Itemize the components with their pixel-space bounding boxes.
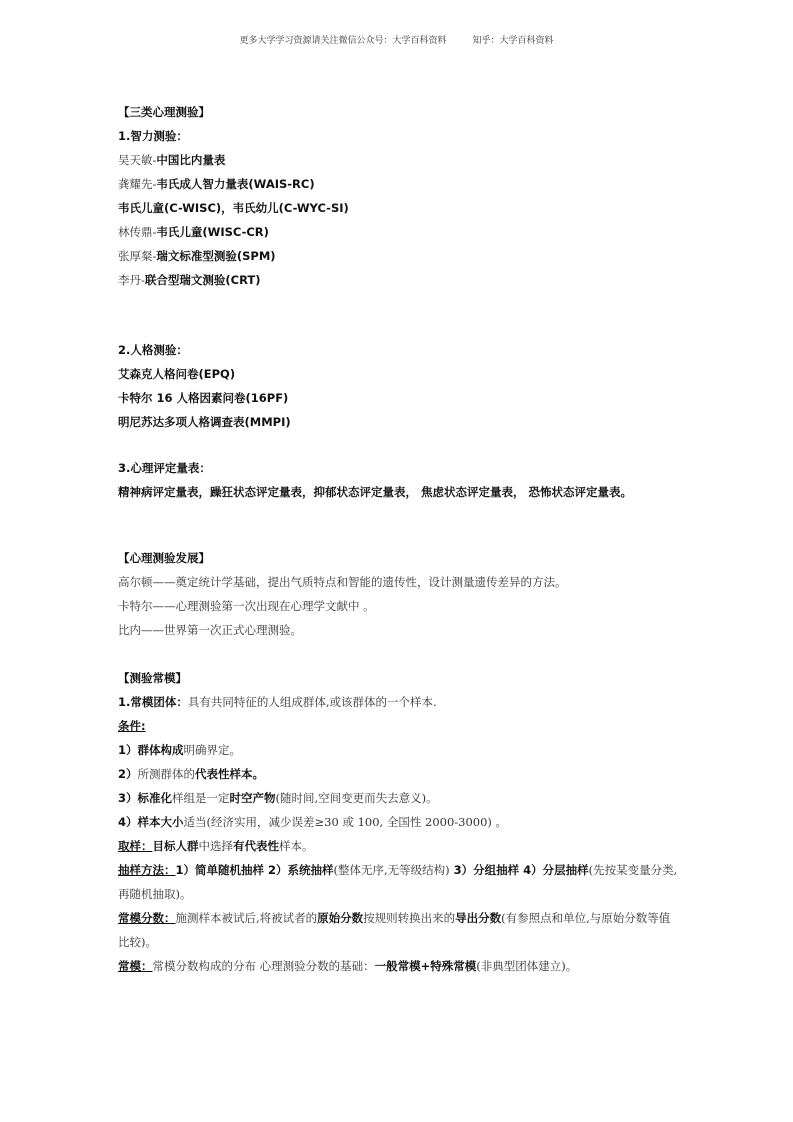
text: (随时间,空间变更而失去意义)。 [275,791,438,805]
item-number: 2） [118,767,138,781]
text: (先按某变量分类,再随机抽取)。 [118,863,678,901]
subheading-personality: 2.人格测验： [118,343,188,357]
text: 样组是一定 [172,791,230,805]
author: 李丹- [118,273,145,287]
term: 原始分数 [317,911,364,925]
paragraph [118,906,678,954]
list-item: 艾森克人格问卷(EPQ) [118,367,236,381]
list-item [118,244,678,268]
text: 常模分数构成的分布 心理测验分数的基础： [152,959,375,973]
list-item: 韦氏儿童(C-WISC)，韦氏幼儿(C-WYC-SI) [118,201,349,215]
text: (有参照点和单位,与原始分数等值比较)。 [118,911,671,949]
list-item: 明尼苏达多项人格调查表(MMPI) [118,415,291,429]
text: 所测群体的 [137,767,196,781]
list-item [118,268,678,292]
subheading-rating-scales: 3.心理评定量表： [118,461,211,475]
term: 有代表性 [233,839,279,853]
author: 林传鼎- [118,225,157,239]
text: 明确界定。 [183,743,242,757]
paragraph: 高尔顿——奠定统计学基础，提出气质特点和智能的遗传性，设计测量遗传差异的方法。 [118,575,567,589]
header-right-text: 知乎：大学百科资料 [472,36,554,46]
list-item: 精神病评定量表，躁狂状态评定量表，抑郁状态评定量表， 焦虑状态评定量表， 恐怖状态评定量表。 [118,485,633,499]
term: 一般常模+特殊常模 [374,959,477,973]
text: 适当(经济实用，减少误差≥30 或 100, 全国性 2000-3000) 。 [183,815,508,829]
text: 中选择 [198,839,233,853]
term: 取样： [118,839,153,853]
header-left-text: 更多大学学习资源请关注微信公众号：大学百科资料 [239,36,447,46]
section-title-three-tests: 【三类心理测验】 [118,105,210,119]
paragraph [118,858,678,906]
definition: 具有共同特征的人组成群体,或该群体的一个样本. [187,695,437,709]
page-header [0,33,793,46]
term: 目标人群 [152,839,199,853]
text: (非典型团体建立)。 [476,959,578,973]
author: 张厚粲- [118,249,157,263]
term: 标准化 [137,791,173,805]
test-name: 韦氏儿童(WISC-CR) [156,225,269,239]
term: 代表性样本。 [195,767,265,781]
term: 导出分数 [455,911,502,925]
item-number: 1） [118,743,138,757]
author: 龚耀先- [118,177,157,191]
term: 1.常模团体： [118,695,188,709]
list-item [118,762,678,786]
paragraph: 卡特尔——心理测验第一次出现在心理学文献中 。 [118,599,375,613]
text: 样本。 [279,839,314,853]
list-item [118,148,678,172]
test-name: 韦氏成人智力量表(WAIS-RC) [156,177,315,191]
text: 按规则转换出来的 [363,911,456,925]
test-name: 中国比内量表 [156,153,226,167]
section-title-norms: 【测验常模】 [118,671,187,685]
text: 施测样本被试后,将被试者的 [175,911,318,925]
author: 吴天敏- [118,153,157,167]
item-number: 3） [118,791,138,805]
list-item [118,220,678,244]
text: (整体无序,无等级结构) [333,863,450,877]
document-body [118,100,678,978]
term: 样本大小 [137,815,184,829]
paragraph [118,690,678,714]
paragraph: 比内——世界第一次正式心理测验。 [118,623,302,637]
section-title-development: 【心理测验发展】 [118,551,210,565]
paragraph [118,954,678,978]
term: 1）简单随机抽样 2）系统抽样 [175,863,334,877]
term: 时空产物 [229,791,276,805]
list-item: 卡特尔 16 人格因素问卷(16PF) [118,391,289,405]
test-name: 联合型瑞文测验(CRT) [144,273,261,287]
paragraph [118,834,678,858]
subheading-intelligence: 1.智力测验： [118,129,188,143]
item-number: 4） [118,815,138,829]
list-item [118,172,678,196]
test-name: 瑞文标准型测验(SPM) [156,249,276,263]
term: 常模： [118,959,153,973]
term: 抽样方法： [118,863,176,877]
list-item [118,810,678,834]
term: 3）分组抽样 4）分层抽样 [449,863,589,877]
term: 群体构成 [137,743,184,757]
list-item [118,738,678,762]
subheading-conditions: 条件: [118,719,146,733]
list-item [118,786,678,810]
term: 常模分数： [118,911,176,925]
